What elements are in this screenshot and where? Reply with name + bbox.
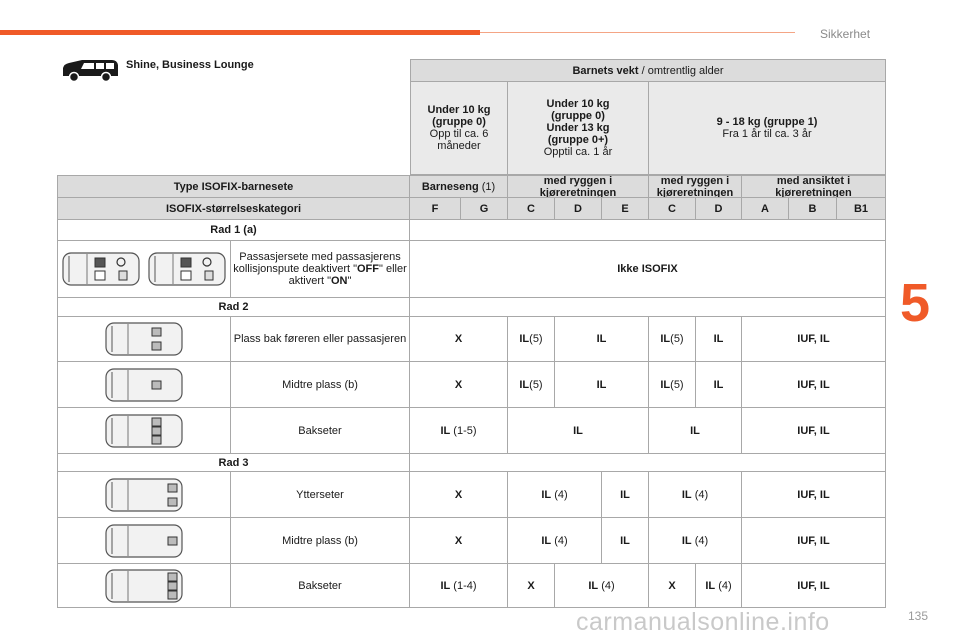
value-cell: X [410, 362, 508, 408]
rad1-passenger-row [57, 241, 886, 298]
type-cell-rear-2: med ryggen i kjøreretningen [649, 175, 742, 198]
value-cell: IL (4) [508, 518, 602, 564]
empty-cell [410, 454, 886, 472]
value-cell: X [410, 472, 508, 518]
size-cell: C [649, 198, 696, 220]
seat-diagram-cell [57, 564, 231, 608]
van-top-view-rad3-outer-icon [104, 476, 184, 514]
value-cell: IL [508, 408, 649, 454]
rad1-heading: Rad 1 (a) [57, 220, 410, 241]
size-cell: B1 [837, 198, 886, 220]
size-cell: C [508, 198, 555, 220]
rad3-heading-row [57, 454, 886, 472]
seat-diagram-cell [57, 472, 231, 518]
empty-cell [410, 298, 886, 317]
group-1-cell: 9 - 18 kg (gruppe 1) Fra 1 år til ca. 3 år [649, 82, 886, 175]
value-cell: IL [696, 317, 742, 362]
group-0plus-cell: Under 10 kg (gruppe 0) Under 13 kg (gruppe 0+) Opptil ca. 1 år [508, 82, 649, 175]
value-cell: IUF, IL [742, 408, 886, 454]
section-title: Sikkerhet [820, 27, 871, 41]
value-cell: IUF, IL [742, 317, 886, 362]
van-top-view-rad3-middle-icon [104, 522, 184, 560]
header-rule [480, 32, 795, 33]
value-cell: IUF, IL [742, 362, 886, 408]
rad3-middle-label: Midtre plass (b) [231, 518, 410, 564]
size-cell: D [696, 198, 742, 220]
group-0-cell: Under 10 kg (gruppe 0) Opp til ca. 6 måneder [410, 82, 508, 175]
value-cell: IL (4) [649, 472, 742, 518]
value-cell: IL [649, 408, 742, 454]
van-top-view-rad2-side-icon [104, 320, 184, 358]
value-cell: IL [555, 362, 649, 408]
type-cell-forward: med ansiktet i kjøreretningen [742, 175, 886, 198]
value-cell: IL [602, 472, 649, 518]
value-cell: IL (1-5) [410, 408, 508, 454]
type-cell-rear-1: med ryggen i kjøreretningen [508, 175, 649, 198]
rad2-row-rear [57, 408, 886, 454]
rad2-heading: Rad 2 [57, 298, 410, 317]
size-label-cell: ISOFIX-størrelseskategori [57, 198, 410, 220]
value-cell: IUF, IL [742, 518, 886, 564]
seat-diagram-cell [57, 317, 231, 362]
van-top-view-rad3-bench-icon [104, 567, 184, 605]
rad2-heading-row [57, 298, 886, 317]
rad1-value-cell: Ikke ISOFIX [410, 241, 886, 298]
type-row [57, 175, 886, 198]
value-cell: IUF, IL [742, 472, 886, 518]
type-label-cell: Type ISOFIX-barnesete [57, 175, 410, 198]
value-cell: X [410, 317, 508, 362]
rad3-row-middle [57, 518, 886, 564]
size-cell: G [461, 198, 508, 220]
value-cell: IL (4) [696, 564, 742, 608]
rad2-side-label: Plass bak føreren eller passasjeren [231, 317, 410, 362]
page-number: 135 [908, 609, 929, 623]
weight-header-cell: Barnets vekt / omtrentlig alder [410, 59, 886, 82]
size-row [57, 198, 886, 220]
van-top-view-airbag-off-icon [61, 250, 141, 288]
size-cell: A [742, 198, 789, 220]
type-cell-bed: Barneseng (1) [410, 175, 508, 198]
van-top-view-airbag-on-icon [147, 250, 227, 288]
van-top-view-rad2-bench-icon [104, 412, 184, 450]
seat-diagram-cell [57, 518, 231, 564]
value-cell: IL [555, 317, 649, 362]
rad3-row-rear [57, 564, 886, 608]
rad1-passenger-label: Passasjersete med passasjerens kollisjonspute deaktivert "OFF" eller aktivert "ON" [231, 241, 410, 298]
seat-diagram-cell [57, 241, 231, 298]
rad2-row-middle [57, 362, 886, 408]
weight-header-row [57, 59, 886, 82]
value-cell: X [410, 518, 508, 564]
rad3-outer-label: Ytterseter [231, 472, 410, 518]
size-cell: E [602, 198, 649, 220]
value-cell: IL(5) [508, 362, 555, 408]
size-cell: D [555, 198, 602, 220]
value-cell: IL [696, 362, 742, 408]
rad2-row-side [57, 317, 886, 362]
watermark-text: carmanualsonline.info [576, 608, 830, 636]
value-cell: IL (1-4) [410, 564, 508, 608]
value-cell: X [508, 564, 555, 608]
value-cell: IUF, IL [742, 564, 886, 608]
value-cell: IL (4) [508, 472, 602, 518]
value-cell: IL(5) [649, 362, 696, 408]
rad3-heading: Rad 3 [57, 454, 410, 472]
value-cell: X [649, 564, 696, 608]
seat-diagram-cell [57, 408, 231, 454]
size-cell: F [410, 198, 461, 220]
value-cell: IL (4) [649, 518, 742, 564]
group-row [57, 82, 886, 175]
rad3-rear-label: Bakseter [231, 564, 410, 608]
value-cell: IL [602, 518, 649, 564]
header-accent-bar [0, 30, 480, 35]
chapter-number: 5 [900, 273, 931, 333]
van-top-view-rad2-middle-icon [104, 366, 184, 404]
empty-cell [410, 220, 886, 241]
model-name: Shine, Business Lounge [126, 59, 254, 71]
seat-diagram-cell [57, 362, 231, 408]
rad3-row-outer [57, 472, 886, 518]
value-cell: IL(5) [508, 317, 555, 362]
size-cell: B [789, 198, 837, 220]
rad2-middle-label: Midtre plass (b) [231, 362, 410, 408]
value-cell: IL (4) [555, 564, 649, 608]
rad2-rear-label: Bakseter [231, 408, 410, 454]
rad1-heading-row [57, 220, 886, 241]
value-cell: IL(5) [649, 317, 696, 362]
